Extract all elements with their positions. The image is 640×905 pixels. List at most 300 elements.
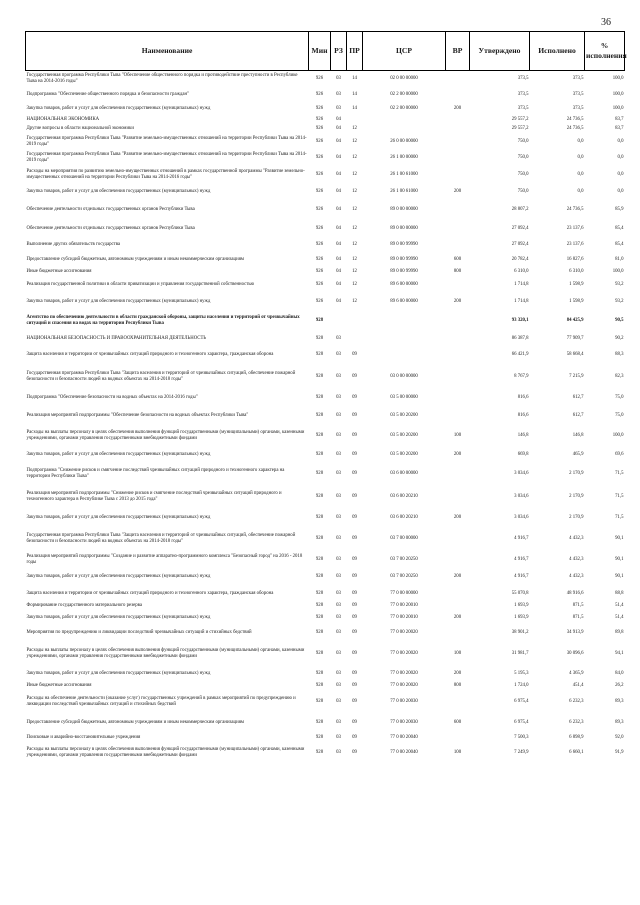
row-approved: 5 195,3 [514, 671, 529, 677]
row-approved: 86 387,8 [511, 335, 529, 341]
row-rz: 03 [336, 412, 341, 418]
row-approved: 816,6 [517, 412, 529, 418]
row-name: Мероприятия по предупреждению и ликвидации последствий чрезвычайных ситуаций и стихийных бедствий [26, 629, 252, 635]
table-row [26, 625, 625, 641]
row-min: 928 [315, 470, 324, 476]
row-min: 928 [315, 451, 324, 457]
row-csr: 03 7 00 20250 [390, 557, 418, 563]
row-vr [446, 364, 470, 390]
row-min: 928 [315, 683, 324, 689]
row-rz: 04 [336, 282, 341, 288]
row-executed: 0,0 [577, 171, 584, 177]
row-percent: 85,4 [615, 225, 624, 231]
row-csr: 89 0 00 00000 [390, 206, 418, 212]
table-row [26, 294, 625, 311]
table-row [26, 714, 625, 732]
row-vr [446, 71, 470, 88]
row-name: Выполнение других обязательств государства [26, 241, 121, 247]
row-approved: 669,8 [517, 451, 529, 457]
row-csr [363, 311, 446, 332]
row-pr: 09 [352, 590, 357, 596]
row-approved: 816,6 [517, 394, 529, 400]
row-rz: 03 [336, 614, 341, 620]
table-row [26, 586, 625, 602]
row-vr [446, 220, 470, 238]
row-executed: 0,0 [577, 138, 584, 144]
row-pr: 14 [352, 105, 357, 111]
row-executed: 6 898,9 [569, 734, 584, 740]
row-executed: 871,5 [572, 603, 584, 609]
row-csr: 02 0 00 00000 [390, 76, 418, 82]
row-min: 926 [315, 299, 324, 305]
row-pr: 09 [352, 574, 357, 580]
row-executed: 24 736,5 [566, 117, 584, 123]
row-csr: 03 6 00 20210 [390, 514, 418, 520]
row-pr: 09 [352, 351, 357, 357]
row-min: 926 [315, 241, 324, 247]
row-percent: 82,3 [615, 373, 624, 379]
row-percent: 100,0 [612, 105, 624, 111]
row-percent: 83,7 [615, 117, 624, 123]
row-csr: 77 0 00 20020 [390, 629, 418, 635]
row-approved: 373,5 [517, 105, 529, 111]
table-row [26, 238, 625, 252]
row-csr: 77 0 00 00000 [390, 590, 418, 596]
row-min: 928 [315, 650, 324, 656]
row-vr [446, 166, 470, 184]
row-vr [446, 464, 470, 484]
table-row [26, 526, 625, 552]
row-name: Расходы на мероприятия по развитию земельно-имущественных отношений в рамках государственной программы "Развитие земельно-имущественных отношений на территории Республики Тыва на 2014-2016 годы" [26, 168, 305, 180]
row-executed: 871,5 [572, 614, 584, 620]
row-name: Реализация мероприятий подпрограммы "Создание и развитие аппаратно-программного комплекса "Безопасный город" на 2016 - 2018 годы [26, 554, 303, 565]
row-percent: 83,7 [615, 126, 624, 132]
row-name: Расходы на выплаты персоналу в целях обеспечения выполнения функций государственными (муниципальными) органами, казенными учреждениями, органами управления государственными внебюджетными фондами [26, 647, 305, 659]
table-row [26, 200, 625, 220]
row-approved: 373,5 [517, 76, 529, 82]
row-pr: 12 [352, 256, 357, 262]
row-pr: 12 [352, 225, 357, 231]
table-row [26, 641, 625, 667]
table-row [26, 446, 625, 464]
row-min: 926 [315, 126, 324, 132]
row-min: 928 [315, 373, 324, 379]
row-vr [446, 406, 470, 426]
row-vr [446, 691, 470, 714]
row-rz: 03 [336, 574, 341, 580]
row-min: 928 [315, 514, 324, 520]
header-vr: ВР [446, 32, 470, 71]
row-approved: 1 724,0 [514, 683, 529, 689]
row-min: 926 [315, 282, 324, 288]
table-row [26, 268, 625, 277]
row-vr [446, 484, 470, 510]
row-executed: 30 096,6 [566, 650, 584, 656]
row-csr: 77 0 00 20020 [390, 671, 418, 677]
row-approved: 4 916,7 [514, 574, 529, 580]
row-percent: 92,0 [615, 734, 624, 740]
row-pr: 12 [352, 282, 357, 288]
row-percent: 0,0 [617, 171, 624, 177]
row-name: Поисковые и аварийно-восстановительные учреждения [26, 734, 141, 740]
row-csr: 26 1 00 61000 [390, 171, 418, 177]
row-percent: 90,2 [615, 335, 624, 341]
table-row [26, 464, 625, 484]
row-executed: 6 310,0 [569, 269, 584, 275]
row-name: Закупка товаров, работ и услуг для обеспечения государственных (муниципальных) нужд [26, 671, 211, 677]
row-rz: 04 [336, 269, 341, 275]
table-row [26, 682, 625, 691]
row-vr: 100 [453, 432, 462, 438]
row-executed: 4 432,3 [569, 574, 584, 580]
row-rz: 04 [336, 171, 341, 177]
row-percent: 84,0 [615, 671, 624, 677]
row-vr [446, 332, 470, 346]
row-rz: 03 [336, 514, 341, 520]
header-rz: РЗ [331, 32, 347, 71]
row-csr: 26 1 00 61000 [390, 188, 418, 194]
row-vr [446, 602, 470, 611]
row-percent: 100,0 [612, 432, 624, 438]
row-min: 928 [315, 318, 324, 324]
row-vr: 200 [453, 614, 462, 620]
table-row [26, 88, 625, 102]
row-executed: 0,0 [577, 154, 584, 160]
row-approved: 4 916,7 [514, 535, 529, 541]
row-name: Иные бюджетные ассигнования [26, 683, 92, 689]
row-pr: 14 [352, 91, 357, 97]
row-csr: 77 0 00 20010 [390, 603, 418, 609]
table-row [26, 569, 625, 586]
row-vr: 200 [453, 105, 462, 111]
row-name: Закупка товаров, работ и услуг для обеспечения государственных (муниципальных) нужд [26, 299, 211, 305]
row-min: 928 [315, 671, 324, 677]
row-percent: 71,5 [615, 514, 624, 520]
table-row [26, 102, 625, 116]
row-executed: 77 909,7 [566, 335, 584, 341]
row-percent: 51,4 [615, 603, 624, 609]
row-min: 926 [315, 91, 324, 97]
row-min: 926 [315, 188, 324, 194]
row-executed: 23 137,6 [566, 241, 584, 247]
table-row [26, 364, 625, 390]
header-pr: ПР [347, 32, 363, 71]
row-approved: 1 714,8 [514, 299, 529, 305]
row-percent: 89,3 [615, 719, 624, 725]
row-rz: 04 [336, 206, 341, 212]
row-name: Обеспечение деятельности отдельных государственных органов Республики Тыва [26, 225, 195, 231]
row-executed: 612,7 [572, 412, 584, 418]
row-percent: 100,0 [612, 91, 624, 97]
table-row [26, 71, 625, 88]
row-pr: 12 [352, 138, 357, 144]
row-approved: 6 310,0 [514, 269, 529, 275]
table-row [26, 134, 625, 150]
row-approved: 55 070,8 [511, 590, 529, 596]
row-executed: 1 598,9 [569, 282, 584, 288]
row-name: Закупка товаров, работ и услуг для обеспечения государственных (муниципальных) нужд [26, 574, 211, 580]
row-pr: 12 [352, 299, 357, 305]
row-approved: 146,8 [517, 432, 529, 438]
row-approved: 750,0 [517, 188, 529, 194]
row-executed: 465,9 [572, 451, 584, 457]
row-vr: 200 [453, 514, 462, 520]
table-row [26, 552, 625, 569]
row-rz: 03 [336, 432, 341, 438]
row-csr: 77 0 00 20010 [390, 614, 418, 620]
row-pr [347, 332, 363, 346]
row-csr: 03 6 00 20210 [390, 493, 418, 499]
row-name: Подпрограмма "Обеспечение безопасности на водных объектах на 2014-2016 годы" [26, 394, 198, 400]
row-rz: 03 [336, 351, 341, 357]
row-csr: 77 0 00 20020 [390, 650, 418, 656]
row-vr: 200 [453, 188, 462, 194]
row-name: Государственная программа Республики Тыва "Защита населения и территорий от чрезвычайных ситуаций, обеспечение пожарной безопасности и безопасности людей на водных объектах на 2014-2018 годы" [26, 532, 296, 544]
row-executed: 48 916,6 [566, 590, 584, 596]
row-pr: 09 [352, 603, 357, 609]
row-executed: 6 232,3 [569, 719, 584, 725]
row-csr: 03 0 00 00000 [390, 373, 418, 379]
row-rz: 03 [336, 590, 341, 596]
row-rz: 03 [336, 557, 341, 563]
row-name: Формирование государственного материального резерва [26, 603, 142, 609]
table-body [26, 71, 625, 763]
row-min: 928 [315, 719, 324, 725]
row-csr: 89 0 00 99990 [390, 256, 418, 262]
budget-table [25, 31, 625, 763]
row-name: Реализация государственной политики в области приватизации и управления государственной собственностью [26, 282, 255, 288]
row-pr: 12 [352, 188, 357, 194]
row-percent: 90,5 [615, 318, 624, 324]
row-percent: 69,6 [615, 451, 624, 457]
row-approved: 6 975,4 [514, 699, 529, 705]
row-csr: 89 0 00 99990 [390, 269, 418, 275]
row-min: 926 [315, 105, 324, 111]
row-rz [331, 311, 347, 332]
row-pr: 09 [352, 614, 357, 620]
row-executed: 612,7 [572, 394, 584, 400]
row-rz: 04 [336, 188, 341, 194]
row-pr: 09 [352, 557, 357, 563]
row-vr: 200 [453, 574, 462, 580]
row-pr: 09 [352, 514, 357, 520]
row-percent: 93,2 [615, 299, 624, 305]
row-percent: 90,1 [615, 574, 624, 580]
row-name: Государственная программа Республики Тыва "Развитие земельно-имущественных отношений на территории Республики Тыва на 2014-2019 годы" [26, 135, 307, 147]
row-executed: 6 232,3 [569, 699, 584, 705]
row-csr: 77 0 00 20030 [390, 699, 418, 705]
row-approved: 8 767,9 [514, 373, 529, 379]
row-csr: 26 1 00 00000 [390, 154, 418, 160]
row-min: 928 [315, 614, 324, 620]
row-vr [446, 125, 470, 134]
row-approved: 7 249,9 [514, 750, 529, 756]
row-approved: 6 975,4 [514, 719, 529, 725]
row-pr: 09 [352, 750, 357, 756]
row-percent: 81,0 [615, 256, 624, 262]
table-row [26, 406, 625, 426]
row-pr: 09 [352, 683, 357, 689]
row-rz: 04 [336, 256, 341, 262]
row-min: 926 [315, 76, 324, 82]
row-pr: 09 [352, 671, 357, 677]
row-executed: 24 736,5 [566, 206, 584, 212]
row-percent: 90,1 [615, 557, 624, 563]
row-approved: 29 557,2 [511, 117, 529, 123]
row-rz: 03 [336, 394, 341, 400]
row-csr: 03 5 00 20200 [390, 432, 418, 438]
row-vr: 600 [453, 719, 462, 725]
row-vr [446, 311, 470, 332]
row-csr: 03 5 00 20200 [390, 451, 418, 457]
row-csr: 03 7 00 20250 [390, 574, 418, 580]
row-min: 928 [315, 603, 324, 609]
row-min: 928 [315, 734, 324, 740]
table-row [26, 220, 625, 238]
row-csr: 26 0 00 00000 [390, 138, 418, 144]
table-row [26, 346, 625, 364]
row-pr: 09 [352, 451, 357, 457]
row-min: 926 [315, 269, 324, 275]
row-approved: 3 034,6 [514, 470, 529, 476]
row-csr: 89 6 00 00000 [390, 299, 418, 305]
row-executed: 373,5 [572, 105, 584, 111]
table-row [26, 332, 625, 346]
table-row [26, 277, 625, 294]
table-row [26, 125, 625, 134]
row-vr [446, 88, 470, 102]
row-name: Защита населения и территории от чрезвычайных ситуаций природного и техногенного характера, гражданская оборона [26, 351, 274, 357]
row-vr [446, 134, 470, 150]
row-min: 928 [315, 493, 324, 499]
row-rz: 03 [336, 719, 341, 725]
header-min: Мин [309, 32, 331, 71]
row-approved: 27 092,4 [511, 241, 529, 247]
row-name: Государственная программа Республики Тыва "Развитие земельно-имущественных отношений на территории Республики Тыва на 2014-2019 годы" [26, 151, 307, 163]
row-vr [446, 277, 470, 294]
row-csr: 03 5 00 00000 [390, 394, 418, 400]
row-approved: 4 916,7 [514, 557, 529, 563]
row-vr: 200 [453, 451, 462, 457]
row-rz: 03 [336, 699, 341, 705]
row-executed: 373,5 [572, 76, 584, 82]
row-rz: 04 [336, 299, 341, 305]
row-min: 926 [315, 256, 324, 262]
row-min: 926 [315, 154, 324, 160]
row-rz: 04 [336, 154, 341, 160]
row-approved: 27 092,4 [511, 225, 529, 231]
row-pr: 09 [352, 734, 357, 740]
row-vr: 100 [453, 650, 462, 656]
row-vr [446, 346, 470, 364]
row-vr [446, 732, 470, 744]
row-vr [446, 625, 470, 641]
row-percent: 0,0 [617, 188, 624, 194]
row-percent: 0,0 [617, 154, 624, 160]
row-name: Закупка товаров, работ и услуг для обеспечения государственных (муниципальных) нужд [26, 105, 211, 111]
row-rz: 04 [336, 225, 341, 231]
row-pr: 09 [352, 535, 357, 541]
row-percent: 90,1 [615, 535, 624, 541]
table-row [26, 252, 625, 268]
row-vr [446, 150, 470, 166]
row-name: Иные бюджетные ассигнования [26, 269, 92, 275]
row-rz: 03 [336, 373, 341, 379]
row-csr [363, 125, 446, 134]
row-rz: 04 [336, 241, 341, 247]
row-vr: 600 [453, 256, 462, 262]
row-rz: 03 [336, 105, 341, 111]
row-rz: 03 [336, 650, 341, 656]
row-executed: 24 736,5 [566, 126, 584, 132]
row-approved: 93 320,1 [511, 318, 529, 324]
row-min: 928 [315, 590, 324, 596]
row-approved: 3 034,6 [514, 493, 529, 499]
row-percent: 94,1 [615, 650, 624, 656]
row-name: НАЦИОНАЛЬНАЯ ЭКОНОМИКА [26, 117, 100, 123]
row-pr: 09 [352, 470, 357, 476]
row-approved: 28 807,2 [511, 206, 529, 212]
row-vr: 100 [453, 750, 462, 756]
row-min: 926 [315, 225, 324, 231]
row-approved: 1 693,9 [514, 603, 529, 609]
row-executed: 1 598,9 [569, 299, 584, 305]
page-number: 36 [601, 17, 611, 28]
row-approved: 750,0 [517, 138, 529, 144]
row-rz: 03 [336, 671, 341, 677]
row-pr: 09 [352, 373, 357, 379]
row-name: Защита населения и территории от чрезвычайных ситуаций природного и техногенного характера, гражданская оборона [26, 590, 274, 596]
row-rz: 03 [336, 470, 341, 476]
row-pr: 09 [352, 629, 357, 635]
row-min: 928 [315, 412, 324, 418]
row-pr: 09 [352, 650, 357, 656]
row-pr: 12 [352, 206, 357, 212]
row-rz: 04 [336, 138, 341, 144]
row-executed: 4 432,3 [569, 557, 584, 563]
row-pr: 12 [352, 126, 357, 132]
row-vr [446, 200, 470, 220]
row-name: Подпрограмма "Обеспечение общественного порядка и безопасности граждан" [26, 91, 189, 97]
row-pr: 09 [352, 493, 357, 499]
row-min: 926 [315, 206, 324, 212]
row-approved: 31 981,7 [511, 650, 529, 656]
table-row [26, 390, 625, 406]
row-csr: 77 0 00 20020 [390, 683, 418, 689]
row-csr: 03 6 00 00000 [390, 470, 418, 476]
row-rz: 03 [336, 91, 341, 97]
row-min: 926 [315, 171, 324, 177]
row-percent: 85,9 [615, 206, 624, 212]
row-vr [446, 526, 470, 552]
row-executed: 4 432,3 [569, 535, 584, 541]
row-approved: 1 693,9 [514, 614, 529, 620]
row-percent: 100,0 [612, 269, 624, 275]
row-name: Реализация мероприятий подпрограммы "Снижение рисков и смягчение последствий чрезвычайных ситуаций природного и техногенного характера в Республике Тыва с 2013 до 2015 года" [26, 490, 282, 502]
row-percent: 88,3 [615, 351, 624, 357]
row-vr [446, 552, 470, 569]
row-executed: 16 827,6 [566, 256, 584, 262]
row-executed: 7 215,9 [569, 373, 584, 379]
row-min: 928 [315, 351, 324, 357]
row-csr: 03 7 00 00000 [390, 535, 418, 541]
row-min: 926 [315, 117, 324, 123]
table-row [26, 426, 625, 446]
row-name: Закупка товаров, работ и услуг для обеспечения государственных (муниципальных) нужд [26, 451, 211, 457]
row-rz: 03 [336, 629, 341, 635]
row-vr: 200 [453, 671, 462, 677]
table-row [26, 166, 625, 184]
